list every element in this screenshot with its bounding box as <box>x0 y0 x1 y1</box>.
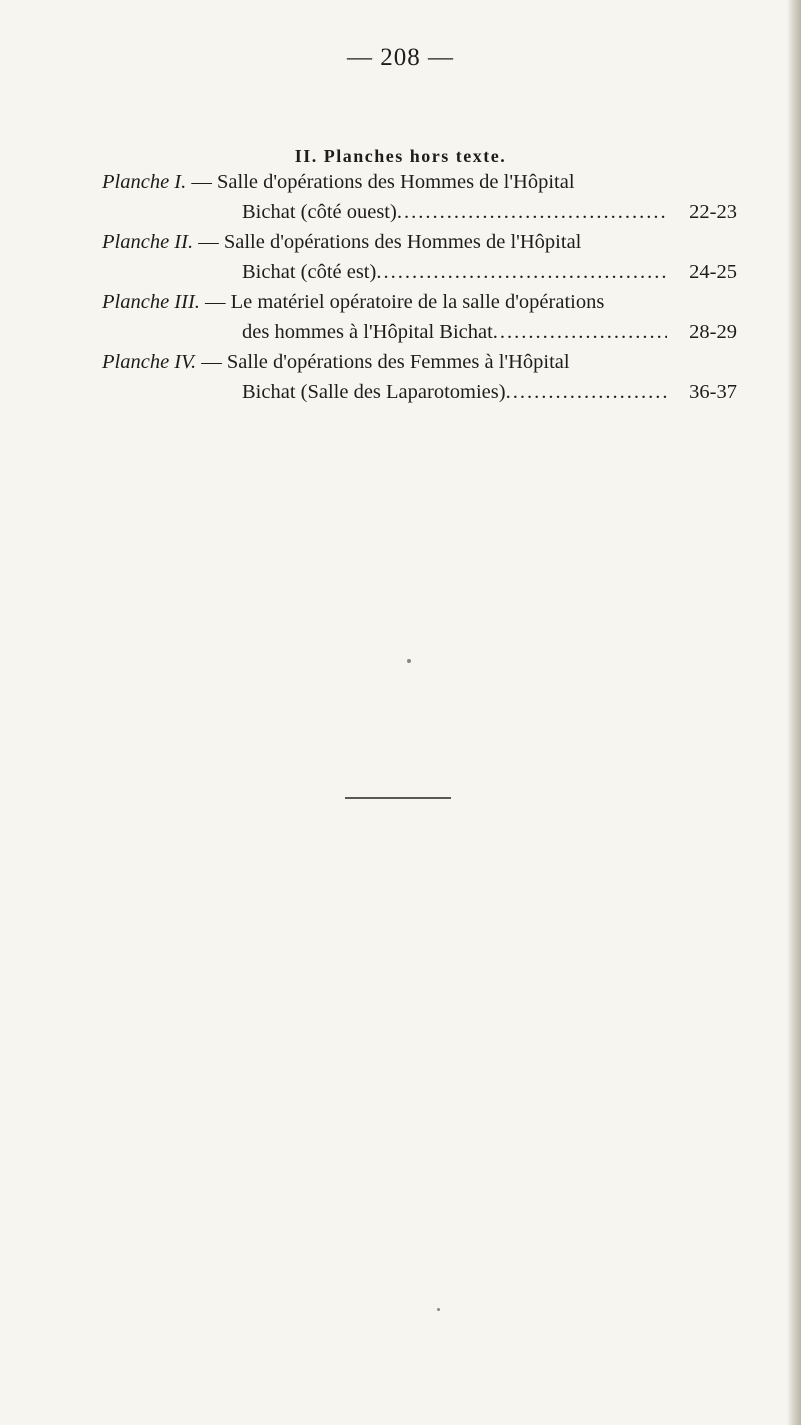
plate-entry-line1 <box>102 229 677 255</box>
plate-entry-line1 <box>102 289 682 315</box>
plate-title-line1: — Le matériel opératoire de la salle d'opérations <box>205 291 605 313</box>
leader-dots <box>506 379 667 405</box>
plate-title-line2: Bichat (côté est) <box>242 261 377 283</box>
leader-dots <box>376 259 667 285</box>
plate-entry-line2 <box>242 259 737 285</box>
ink-speck <box>437 1308 440 1311</box>
plate-title-line1: — Salle d'opérations des Hommes de l'Hôpital <box>191 171 575 193</box>
plate-entry-line2 <box>242 319 737 345</box>
section-divider <box>345 797 451 799</box>
plate-entry-line1 <box>102 349 677 375</box>
plate-label: Planche III. <box>102 291 200 313</box>
plate-pages: 24-25 <box>689 261 737 283</box>
plate-entry-line2 <box>242 379 737 405</box>
plate-pages: 22-23 <box>689 201 737 223</box>
plate-title-line1: — Salle d'opérations des Hommes de l'Hôpital <box>198 231 582 253</box>
section-title: II. Planches hors texte. <box>294 146 507 166</box>
plate-label: Planche I. <box>102 171 187 193</box>
leader-dots <box>397 199 667 225</box>
page-edge-shadow <box>787 0 801 1425</box>
plate-label: Planche II. <box>102 231 194 253</box>
page-number: — 208 — <box>347 44 454 71</box>
plate-title-line2: des hommes à l'Hôpital Bichat <box>242 321 493 343</box>
plate-pages: 28-29 <box>689 321 737 343</box>
plate-entry-line2 <box>242 199 737 225</box>
plate-title-line2: Bichat (Salle des Laparotomies) <box>242 381 506 403</box>
plate-title-line1: — Salle d'opérations des Femmes à l'Hôpital <box>201 351 570 373</box>
leader-dots <box>493 319 667 345</box>
ink-speck <box>407 659 411 663</box>
plate-pages: 36-37 <box>689 381 737 403</box>
plate-label: Planche IV. <box>102 351 197 373</box>
plate-entry-line1 <box>102 169 677 195</box>
plate-title-line2: Bichat (côté ouest) <box>242 201 397 223</box>
